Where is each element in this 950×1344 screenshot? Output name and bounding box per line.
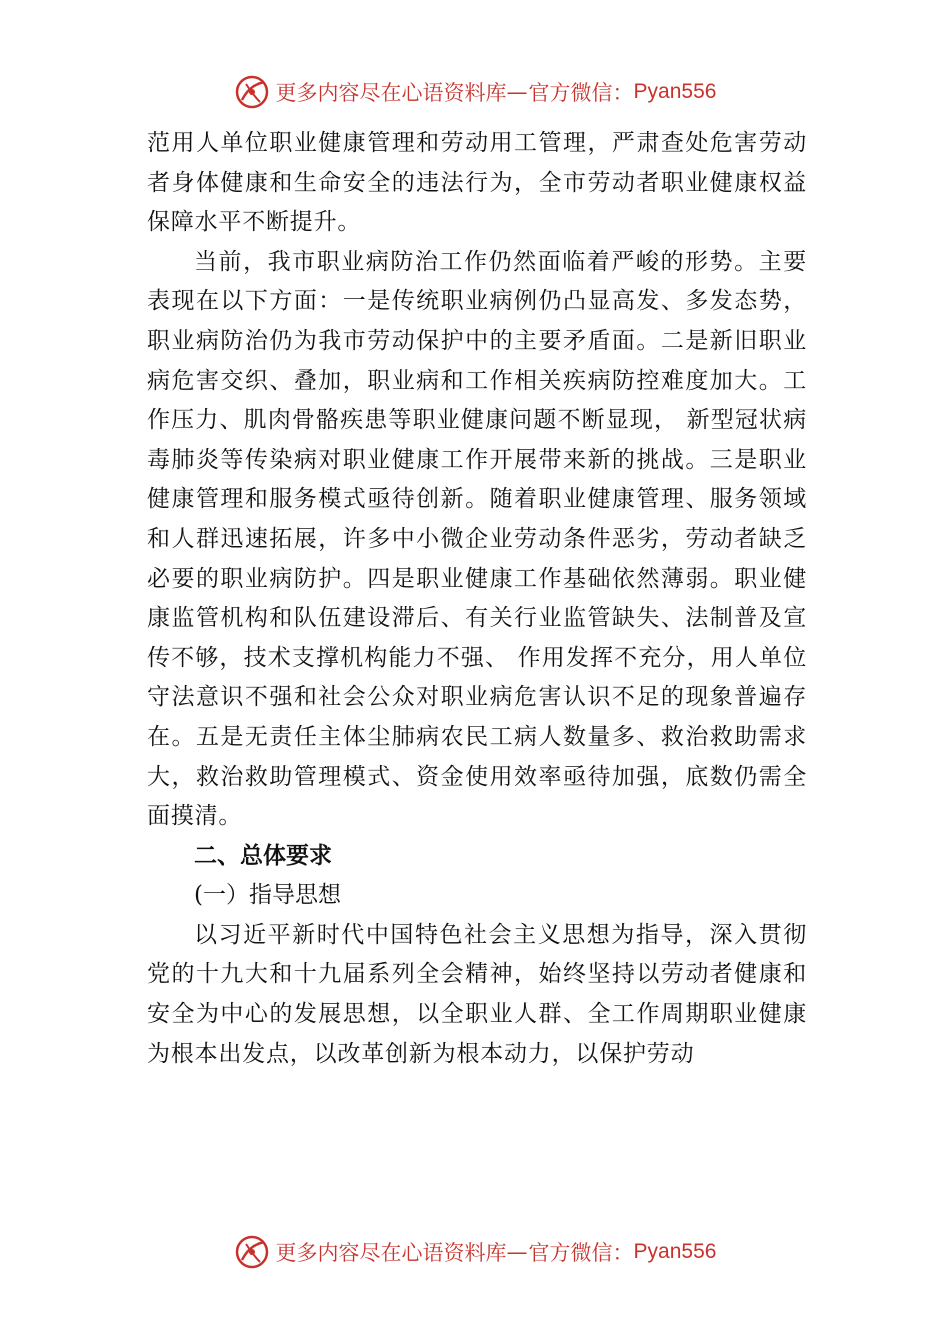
paragraph-3: 以习近平新时代中国特色社会主义思想为指导，深入贯彻党的十九大和十九届系列全会精神，始终坚持以劳动者健康和安全为中心的发展思想，以全职业人群、全工作周期职业健康为根本出发点，以改革创新为根本动力，以保护劳动 bbox=[147, 921, 807, 1067]
watermark-wechat-label: 官方微信： bbox=[528, 81, 634, 105]
logo-icon bbox=[234, 74, 270, 110]
watermark-main-text: 更多内容尽在心语资料库 bbox=[275, 1241, 507, 1265]
watermark-handle: Pyan556 bbox=[633, 1240, 717, 1263]
sub-heading: (一）指导思想 bbox=[194, 882, 341, 909]
watermark-dash: — bbox=[506, 80, 527, 104]
watermark-handle: Pyan556 bbox=[633, 80, 717, 103]
watermark-main-text: 更多内容尽在心语资料库 bbox=[275, 81, 507, 105]
paragraph-1: 范用人单位职业健康管理和劳动用工管理，严肃查处危害劳动者身体健康和生命安全的违法行为，全市劳动者职业健康权益保障水平不断提升。 bbox=[147, 130, 807, 236]
watermark-footer bbox=[0, 1232, 950, 1272]
paragraph-2: 当前，我市职业病防治工作仍然面临着严峻的形势。主要表现在以下方面：一是传统职业病例仍凸显高发、多发态势，职业病防治仍为我市劳动保护中的主要矛盾面。二是新旧职业病危害交织、叠加，职业病和工作相关疾病防控难度加大。工作压力、肌肉骨骼疾患等职业健康问题不断显现， 新型冠状病毒肺炎等传染病对职业健康工作开展带来新的挑战。三是职业健康管理和服务模式亟待创新。随着职业健康管理、服务领域和人群迅速拓展，许多中小微企业劳动条件恶劣，劳动者缺乏必要的职业病防护。四是职业健康工作基础依然薄弱。职业健康监管机构和队伍建设滞后、有关行业监管缺失、法制普及宣传不够，技术支撑机构能力不强、 作用发挥不充分，用人单位守法意识不强和社会公众对职业病危害认识不足的现象普遍存在。五是无责任主体尘肺病农民工病人数量多、救治救助需求大，救治救助管理模式、资金使用效率亟待加强，底数仍需全面摸清。 bbox=[147, 248, 807, 830]
watermark-dash: — bbox=[506, 1240, 527, 1264]
document-body bbox=[147, 124, 807, 1074]
watermark-wechat-label: 官方微信： bbox=[528, 1241, 634, 1265]
section-heading: 二、总体要求 bbox=[194, 842, 332, 869]
watermark-header bbox=[0, 72, 950, 112]
logo-icon bbox=[234, 1234, 270, 1270]
